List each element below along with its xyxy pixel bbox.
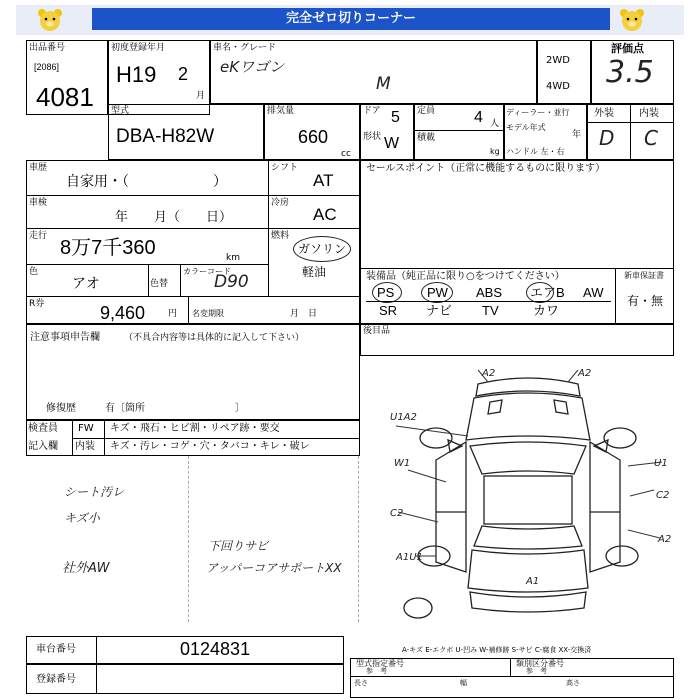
ac-value: AC (313, 205, 337, 224)
equipment-circle-mark (526, 282, 554, 303)
rear-seat-label: 後目品 (363, 326, 391, 336)
divider (180, 264, 181, 296)
displacement-value: 660 (298, 127, 329, 147)
bear-mascot-icon (36, 7, 64, 33)
right-side (590, 442, 620, 572)
equipment-leather: カワ (533, 303, 560, 318)
windshield (470, 442, 586, 474)
svg-text:A2: A2 (482, 368, 496, 379)
capacity-value: 4 (474, 109, 483, 126)
inspector-fw-items: キズ・飛石・ヒビ割・リペア跡・要交 (110, 423, 280, 434)
chassis-label: 車台番号 (36, 644, 76, 655)
equipment-circle-mark (421, 282, 453, 303)
length-label: 長さ (354, 679, 368, 687)
divider (615, 268, 616, 324)
reference-label: 参 考 (526, 667, 547, 675)
equipment-airbag: エアB (530, 285, 565, 300)
handle-label: ハンドル 左・右 (506, 147, 565, 156)
registration-year: H19 (116, 62, 157, 87)
mileage-unit: km (226, 253, 240, 263)
lot-label: 出品番号 (29, 43, 66, 53)
interior-label: 内装 (639, 108, 659, 119)
color-value: アオ (72, 275, 100, 291)
vehicle-name: eKワゴン (220, 58, 285, 76)
history-label: 車歴 (29, 163, 48, 173)
fuel-circle-mark (293, 236, 351, 262)
divider (358, 456, 359, 622)
width-label: 幅 (460, 679, 467, 687)
recycle-unit: 円 (168, 309, 178, 319)
exterior-grade: D (599, 126, 615, 150)
divider (350, 676, 674, 677)
divider (188, 456, 189, 622)
handwritten-note: シート汚レ (64, 485, 125, 499)
shift-label: シフト (271, 163, 299, 173)
height-label: 高さ (566, 679, 580, 687)
doors-label: ドア (363, 106, 381, 116)
mileage-label: 走行 (29, 231, 48, 241)
color-swap-label: 色替 (150, 279, 169, 289)
inspector-interior-items: キズ・汚レ・コゲ・穴・タバコ・キレ・破レ (110, 441, 310, 452)
dealer-label: ディーラー・並行 (506, 108, 570, 117)
hood (466, 393, 590, 440)
wheel (420, 428, 452, 448)
rear-seat-box (360, 324, 674, 356)
sales-points-label: セールスポイント（正常に機能するものに限ります） (366, 163, 606, 174)
color-code: D90 (214, 272, 249, 292)
load-label: 積載 (417, 133, 436, 143)
year-unit: 年 (572, 130, 582, 140)
equipment-aw: AW (583, 285, 604, 300)
rating-score: 3.5 (606, 55, 654, 90)
recycle-label: R券 (29, 299, 45, 309)
notes-label: 注意事項申告欄 (30, 332, 100, 343)
divider (72, 420, 73, 456)
drive-2wd: 2WD (546, 55, 570, 66)
equipment-tv: TV (482, 303, 499, 318)
drive-4wd: 4WD (546, 81, 570, 92)
drive-box (537, 40, 591, 104)
inspector-interior: 内装 (75, 441, 95, 452)
capacity-label: 定員 (417, 106, 436, 116)
handwritten-note: キズ小 (64, 511, 100, 525)
legend-text: A-キズ E-エクボ U-凹み W-補修跡 S-サビ C-腐食 XX-交換済 (402, 646, 592, 654)
equipment-abs: ABS (476, 285, 503, 300)
notes-hint: （不具合内容等は具体的に記入して下さい） (124, 333, 305, 343)
color-code-label: カラーコード (183, 267, 231, 276)
svg-text:U1: U1 (654, 458, 668, 469)
lot-code: [2086] (34, 62, 60, 72)
exterior-label: 外装 (594, 108, 614, 119)
inspector-label: 検査員 (28, 423, 58, 434)
repair-label: 修復歴 (46, 403, 76, 414)
reference-label: 参 考 (366, 667, 387, 675)
svg-text:A1: A1 (526, 576, 540, 587)
divider (96, 664, 97, 694)
left-side (436, 442, 466, 572)
divider (360, 268, 674, 269)
svg-text:A2: A2 (658, 534, 672, 545)
banner (16, 5, 684, 35)
interior-grade: C (644, 126, 658, 150)
divider (148, 264, 149, 296)
model-label: 型式 (111, 106, 130, 116)
divider (26, 264, 268, 265)
model-value: DBA-H82W (116, 126, 215, 147)
wheel (606, 546, 638, 566)
color-label: 色 (29, 267, 39, 277)
svg-text:A2: A2 (578, 368, 592, 379)
svg-text:C2: C2 (656, 490, 670, 501)
displacement-unit: cc (341, 149, 351, 159)
divider (26, 228, 360, 229)
shape-value: W (384, 135, 400, 152)
ac-label: 冷房 (271, 198, 290, 208)
shape-label: 形状 (363, 132, 382, 142)
inspector-entry-label: 記入欄 (28, 441, 58, 452)
name-change-label: 名変期限 (192, 309, 224, 318)
svg-text:U1A2: U1A2 (390, 412, 417, 423)
equipment-pw: PW (427, 285, 448, 300)
inspector-fw: FW (78, 423, 94, 434)
chassis-number: 0124831 (180, 639, 251, 659)
equipment-circle-mark (372, 282, 402, 303)
divider (414, 130, 504, 131)
wheel (604, 428, 636, 448)
rear-bumper (470, 592, 586, 612)
divider (510, 658, 511, 676)
equipment-navi: ナビ (426, 303, 453, 318)
registration-label: 初度登録年月 (111, 43, 166, 53)
warranty-value: 有・無 (627, 294, 664, 308)
registration-month-unit: 月 (196, 91, 206, 101)
inspection-label: 車検 (29, 198, 48, 208)
divider (26, 195, 360, 196)
svg-text:C2: C2 (390, 508, 404, 519)
handwritten-note: 下回りサビ (208, 539, 269, 553)
rear-window (474, 526, 582, 549)
equipment-sr: SR (379, 303, 398, 318)
recycle-value: 9,460 (100, 303, 146, 323)
divider (26, 296, 360, 297)
lot-number: 4081 (36, 82, 94, 112)
handwritten-note: アッパーコアサポートXX (206, 561, 342, 575)
name-change-unit: 月 日 (290, 309, 318, 319)
classification-label: 類別区分番号 (516, 659, 564, 668)
divider (188, 296, 189, 324)
banner-title: 完全ゼロ切りコーナー (92, 8, 610, 30)
vehicle-name-label: 車名・グレード (213, 43, 277, 53)
equipment-label: 装備品（純正品に限り○をつけてください） (366, 271, 565, 282)
equipment-ps: PS (377, 285, 395, 300)
load-unit: kg (490, 147, 500, 156)
rating-label: 評価点 (611, 42, 644, 55)
bear-mascot-icon (618, 7, 646, 33)
fuel-label: 燃料 (271, 231, 290, 241)
repair-value: 有〔箇所 〕 (105, 403, 245, 414)
svg-text:A1U1: A1U1 (396, 552, 423, 563)
roof (484, 476, 572, 524)
divider (104, 420, 105, 456)
designation-label: 型式指定番号 (356, 659, 404, 668)
fuel-gasoline: ガソリン (298, 242, 347, 256)
handwritten-note: 社外AW (62, 561, 110, 576)
doors-value: 5 (391, 109, 400, 126)
divider (72, 438, 360, 439)
divider (630, 104, 631, 160)
shift-value: AT (313, 171, 334, 190)
inspection-value: 年 月（ 日） (115, 209, 233, 224)
registration-number-label: 登録番号 (36, 674, 76, 685)
divider (366, 301, 611, 302)
car-damage-diagram (378, 362, 688, 634)
warranty-label: 新車保証書 (624, 271, 664, 280)
model-year-label: モデル年式 (506, 123, 546, 132)
spare-wheel (404, 598, 432, 618)
registration-month: 2 (178, 64, 189, 84)
divider (96, 636, 97, 664)
svg-text:W1: W1 (394, 458, 411, 469)
history-value: 自家用・（ ） (66, 173, 227, 189)
vehicle-grade: M (376, 74, 391, 94)
displacement-label: 排気量 (267, 106, 295, 116)
fuel-diesel: 軽油 (302, 265, 327, 279)
capacity-unit: 人 (490, 119, 500, 129)
mileage-value: 8万7千360 (60, 237, 156, 259)
